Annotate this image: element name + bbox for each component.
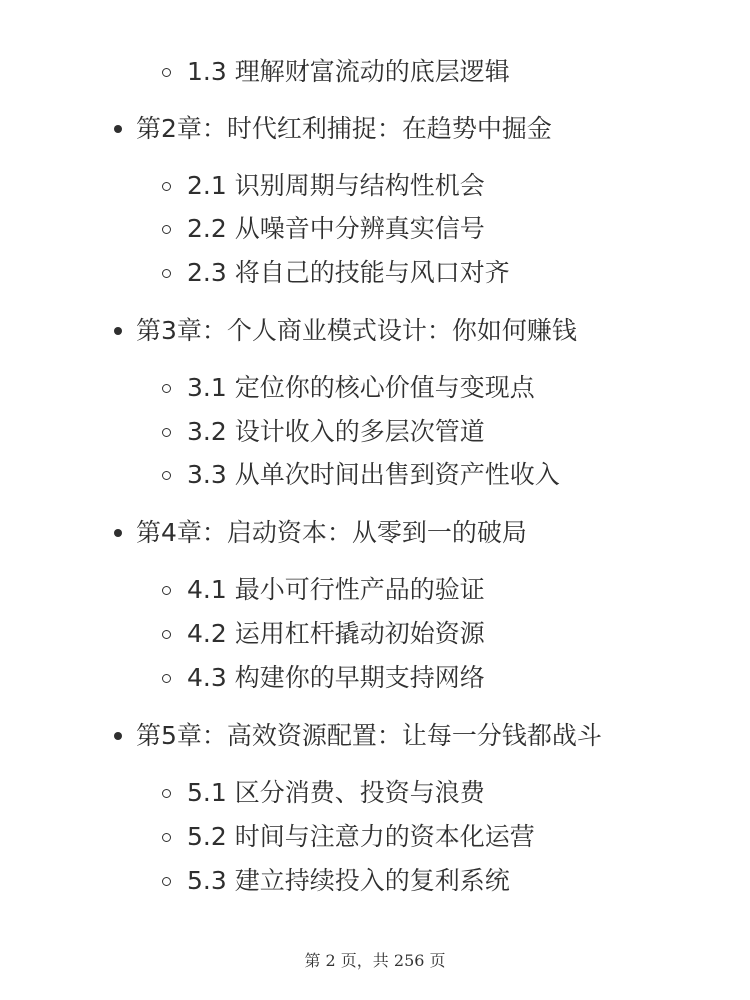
hollow-bullet-icon <box>162 225 171 234</box>
toc-section-label: 5.1 区分消费、投资与浪费 <box>187 778 485 807</box>
hollow-bullet-icon <box>162 674 171 683</box>
toc-section-5-3 <box>162 865 510 897</box>
toc-section-label: 2.1 识别周期与结构性机会 <box>187 171 485 200</box>
toc-section-label: 5.3 建立持续投入的复利系统 <box>187 866 510 895</box>
toc-section-3-2 <box>162 416 485 448</box>
toc-section-4-1 <box>162 574 485 606</box>
toc-section-5-1 <box>162 777 485 809</box>
toc-section-5-2 <box>162 821 535 853</box>
toc-chapter-3 <box>114 315 577 347</box>
toc-chapter-2 <box>114 113 552 145</box>
hollow-bullet-icon <box>162 269 171 278</box>
hollow-bullet-icon <box>162 789 171 798</box>
toc-section-label: 2.2 从噪音中分辨真实信号 <box>187 214 485 243</box>
filled-bullet-icon <box>114 732 122 740</box>
toc-chapter-label: 第5章：高效资源配置：让每一分钱都战斗 <box>136 721 602 750</box>
toc-section-3-3 <box>162 459 560 491</box>
hollow-bullet-icon <box>162 384 171 393</box>
toc-section-2-2 <box>162 213 485 245</box>
hollow-bullet-icon <box>162 428 171 437</box>
toc-chapter-5 <box>114 720 602 752</box>
hollow-bullet-icon <box>162 471 171 480</box>
toc-section-label: 5.2 时间与注意力的资本化运营 <box>187 822 535 851</box>
toc-section-label: 3.2 设计收入的多层次管道 <box>187 417 485 446</box>
toc-section-label: 2.3 将自己的技能与风口对齐 <box>187 258 510 287</box>
hollow-bullet-icon <box>162 630 171 639</box>
hollow-bullet-icon <box>162 833 171 842</box>
toc-section-4-2 <box>162 618 485 650</box>
toc-section-2-1 <box>162 170 485 202</box>
toc-chapter-label: 第2章：时代红利捕捉：在趋势中掘金 <box>136 114 552 143</box>
toc-section-4-3 <box>162 662 485 694</box>
hollow-bullet-icon <box>162 68 171 77</box>
filled-bullet-icon <box>114 327 122 335</box>
toc-section-3-1 <box>162 372 535 404</box>
toc-chapter-label: 第4章：启动资本：从零到一的破局 <box>136 518 527 547</box>
toc-section-label: 3.1 定位你的核心价值与变现点 <box>187 373 535 402</box>
toc-section-2-3 <box>162 257 510 289</box>
page-number-footer: 第 2 页，共 256 页 <box>304 951 446 970</box>
filled-bullet-icon <box>114 529 122 537</box>
hollow-bullet-icon <box>162 586 171 595</box>
toc-section-1-3 <box>162 56 510 88</box>
toc-chapter-4 <box>114 517 527 549</box>
toc-section-label: 4.3 构建你的早期支持网络 <box>187 663 485 692</box>
toc-chapter-label: 第3章：个人商业模式设计：你如何赚钱 <box>136 316 577 345</box>
toc-section-label: 1.3 理解财富流动的底层逻辑 <box>187 57 510 86</box>
toc-section-label: 4.2 运用杠杆撬动初始资源 <box>187 619 485 648</box>
toc-section-label: 4.1 最小可行性产品的验证 <box>187 575 485 604</box>
filled-bullet-icon <box>114 125 122 133</box>
hollow-bullet-icon <box>162 877 171 886</box>
hollow-bullet-icon <box>162 182 171 191</box>
toc-section-label: 3.3 从单次时间出售到资产性收入 <box>187 460 560 489</box>
